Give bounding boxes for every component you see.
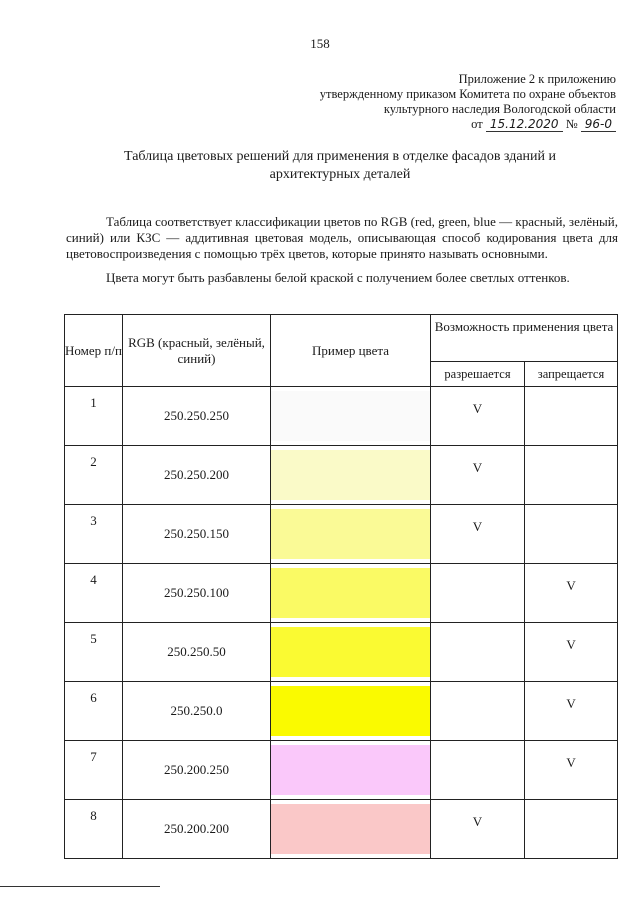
row-allowed [431,623,525,682]
color-swatch [271,804,430,854]
color-swatch [271,568,430,618]
annex-line-3: культурного наследия Вологодской области [383,102,616,116]
header-rgb: RGB (красный, зелёный, синий) [123,315,271,387]
annex-line-2: утвержденному приказом Комитета по охране объектов [319,87,616,101]
row-allowed [431,505,525,564]
row-allowed [431,564,525,623]
color-swatch [271,391,430,441]
footnote-rule [0,886,160,887]
color-swatch [271,627,430,677]
row-forbidden [525,800,618,859]
row-allowed [431,387,525,446]
annex-date-line [286,117,616,132]
row-number: 5 [65,623,123,682]
color-swatch [271,686,430,736]
row-rgb: 250.250.100 [123,564,271,623]
title-line-1: Таблица цветовых решений для применения в отделке фасадов зданий и [123,149,557,164]
number-value: 96-0 [581,117,616,132]
table-row [65,682,618,741]
row-rgb: 250.250.200 [123,446,271,505]
row-rgb: 250.250.0 [123,682,271,741]
row-color-swatch [271,682,431,741]
row-number: 8 [65,800,123,859]
row-number: 6 [65,682,123,741]
row-color-swatch [271,387,431,446]
table-row [65,446,618,505]
row-color-swatch [271,505,431,564]
color-table [64,314,618,859]
row-allowed [431,741,525,800]
annex-line-1: Приложение 2 к приложению [458,72,616,86]
color-swatch [271,450,430,500]
row-forbidden [525,505,618,564]
table-row [65,505,618,564]
row-rgb: 250.250.50 [123,623,271,682]
date-value: 15.12.2020 [486,117,563,132]
check-mark: V [472,519,483,534]
check-mark: V [472,814,483,829]
row-allowed [431,446,525,505]
row-forbidden [525,387,618,446]
row-rgb: 250.200.200 [123,800,271,859]
header-number: Номер п/п [65,315,123,387]
check-mark: V [472,401,483,416]
row-number: 1 [65,387,123,446]
row-forbidden [525,741,618,800]
row-forbidden [525,682,618,741]
number-prefix: № [565,117,578,131]
row-number: 2 [65,446,123,505]
table-row [65,800,618,859]
row-rgb: 250.200.250 [123,741,271,800]
title-line-2: архитектурных деталей [269,167,411,182]
intro-paragraph-2: Цвета могут быть разбавлены белой краской с получением более светлых оттенков. [106,270,570,285]
header-forbidden: запрещается [525,362,618,387]
row-rgb: 250.250.150 [123,505,271,564]
row-forbidden [525,623,618,682]
header-allowed: разрешается [431,362,525,387]
row-color-swatch [271,741,431,800]
color-swatch [271,745,430,795]
table-row [65,741,618,800]
page-number: 158 [310,36,330,51]
intro-paragraph-1: Таблица соответствует классификации цветов по RGB (red, green, blue — красный, зелёный, синий) или КЗС — аддитивная цветовая модель, описывающая способ кодирования цвета для цветовоспроизведения с помощью трёх цветов, которые принято называть основными. [66,214,618,261]
check-mark: V [566,637,576,652]
row-color-swatch [271,446,431,505]
row-number: 4 [65,564,123,623]
row-number: 7 [65,741,123,800]
row-number: 3 [65,505,123,564]
row-forbidden [525,446,618,505]
row-allowed [431,800,525,859]
header-example: Пример цвета [271,315,431,387]
table-body [65,387,618,859]
row-allowed [431,682,525,741]
date-prefix: от [471,117,483,131]
check-mark: V [472,460,483,475]
row-color-swatch [271,800,431,859]
color-swatch [271,509,430,559]
row-color-swatch [271,623,431,682]
row-rgb: 250.250.250 [123,387,271,446]
check-mark: V [566,755,576,770]
row-forbidden [525,564,618,623]
check-mark: V [566,578,576,593]
annex-block [286,72,616,132]
row-color-swatch [271,564,431,623]
table-row [65,564,618,623]
header-possibility: Возможность применения цвета [431,315,618,362]
document-title [60,148,620,184]
table-row [65,387,618,446]
table-row [65,623,618,682]
check-mark: V [566,696,576,711]
